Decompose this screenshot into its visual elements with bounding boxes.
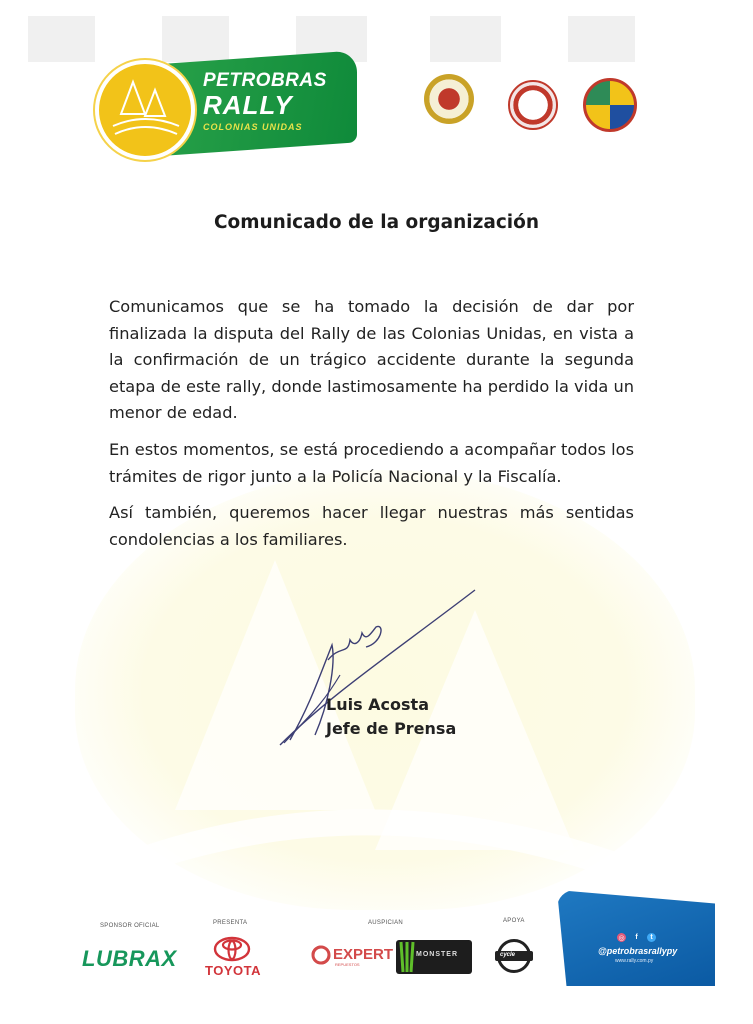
paragraph-3: Así también, queremos hacer llegar nuestras más sentidas condolencias a los familiares. — [109, 503, 634, 549]
toyota-emblem-icon — [212, 935, 252, 963]
monster-energy-text: MONSTER — [416, 951, 458, 958]
tree-icon — [99, 64, 191, 156]
apoya-label: APOYA — [503, 918, 525, 924]
presenta-label: PRESENTA — [213, 920, 248, 926]
signer-name: Luis Acosta — [326, 695, 429, 714]
automovil-club-badge-icon — [424, 74, 474, 124]
expert-emblem-icon — [309, 944, 333, 966]
monster-claw-icon — [398, 940, 416, 974]
checkered-banner-right — [300, 16, 720, 62]
federation-badge-icon — [583, 78, 637, 132]
twitter-icon[interactable]: t — [647, 933, 656, 942]
logo-text-petrobras: PETROBRAS — [203, 70, 327, 91]
toyota-logo-text: TOYOTA — [205, 963, 261, 978]
paragraph-2: En estos momentos, se está procediendo a acompañar todos los trámites de rigor junto a la Policía Nacional y la Fiscalía. — [109, 439, 634, 486]
petrobras-rally-logo — [95, 52, 360, 157]
document-body — [109, 294, 634, 563]
social-handle[interactable]: @petrobrasrallypy — [598, 946, 678, 956]
logo-text-colonias: COLONIAS UNIDAS — [203, 122, 303, 132]
social-icons — [617, 933, 656, 942]
lubrax-logo: LUBRAX — [82, 946, 177, 971]
apoya-logo-text: cycle — [500, 952, 516, 958]
expert-subtitle: REPUESTOS — [335, 962, 360, 967]
website-link[interactable]: www.rally.com.py — [615, 958, 654, 964]
page-title: Comunicado de la organización — [213, 212, 540, 233]
signer-block — [326, 693, 456, 741]
logo-text-rally: RALLY — [203, 90, 293, 120]
expert-logo: EXPERT — [333, 946, 394, 963]
signer-role: Jefe de Prensa — [326, 719, 457, 738]
instagram-icon[interactable]: ◎ — [618, 934, 625, 942]
auspician-label: AUSPICIAN — [368, 920, 404, 926]
logo-tree-emblem — [95, 60, 195, 160]
paragraph-1: Comunicamos que se ha tomado la decisión de dar por finalizada la disputa del Rally de las Colonias Unidas, en vista a la confirmación de un trágico accidente durante la segunda etapa de este rally, donde lastimosamente ha perdido la vida un menor de edad. — [109, 297, 634, 423]
cpv-badge-icon — [508, 80, 558, 130]
facebook-icon[interactable]: f — [635, 934, 638, 941]
sponsor-label: SPONSOR OFICIAL — [100, 923, 160, 929]
